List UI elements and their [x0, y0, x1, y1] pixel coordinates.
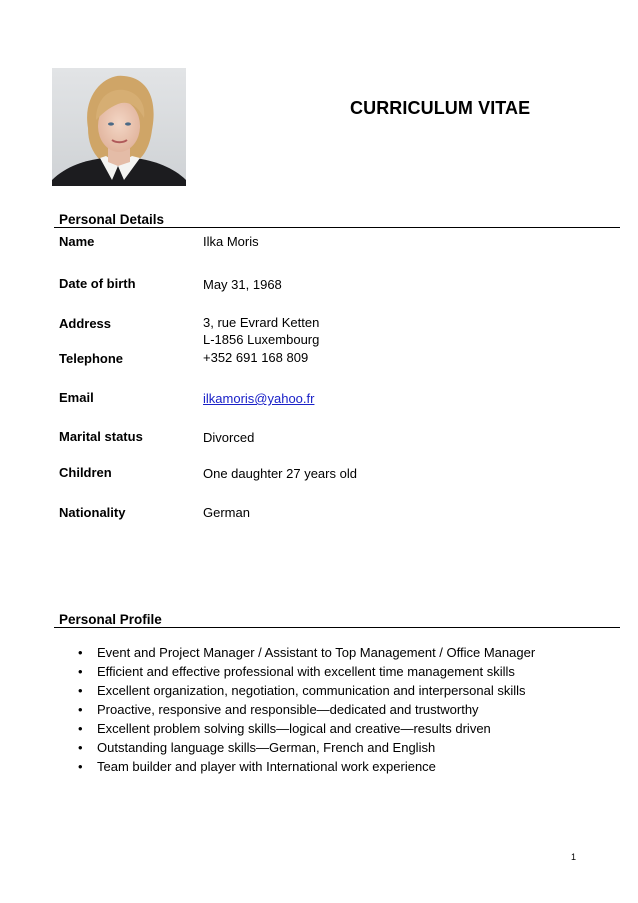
detail-label: Address [59, 316, 112, 331]
bullet-icon: • [78, 664, 83, 679]
list-item-text: Efficient and effective professional with excellent time management skills [97, 664, 515, 679]
bullet-icon: • [78, 721, 83, 736]
list-item [78, 643, 535, 662]
profile-bullet-list [78, 643, 535, 776]
section-heading-personal-details: Personal Details [59, 212, 165, 227]
section-divider [54, 227, 620, 228]
detail-value: Divorced [203, 430, 255, 445]
page-number: 1 [571, 852, 577, 862]
email-link[interactable]: ilkamoris@yahoo.fr [203, 391, 315, 406]
list-item-text: Event and Project Manager / Assistant to Top Management / Office Manager [97, 645, 536, 660]
bullet-icon: • [78, 759, 83, 774]
list-item-text: Excellent organization, negotiation, communication and interpersonal skills [97, 683, 526, 698]
address-line-2: L-1856 Luxembourg [203, 332, 320, 347]
detail-label: Name [59, 234, 95, 249]
list-item-text: Proactive, responsive and responsible—dedicated and trustworthy [97, 702, 479, 717]
list-item [78, 700, 535, 719]
detail-label: Marital status [59, 429, 143, 444]
list-item [78, 681, 535, 700]
list-item [78, 719, 535, 738]
bullet-icon: • [78, 740, 83, 755]
detail-value: German [203, 505, 250, 520]
bullet-icon: • [78, 683, 83, 698]
bullet-icon: • [78, 702, 83, 717]
detail-value: Ilka Moris [203, 234, 259, 249]
detail-value: May 31, 1968 [203, 277, 282, 292]
detail-value: One daughter 27 years old [203, 466, 357, 481]
section-divider [54, 627, 620, 628]
list-item-text: Outstanding language skills—German, French and English [97, 740, 436, 755]
detail-label: Telephone [59, 351, 124, 366]
page-title: CURRICULUM VITAE [350, 98, 531, 118]
detail-label: Children [59, 465, 112, 480]
detail-label: Date of birth [59, 276, 136, 291]
list-item [78, 757, 535, 776]
list-item [78, 662, 535, 681]
list-item [78, 738, 535, 757]
detail-value: +352 691 168 809 [203, 350, 309, 365]
detail-label: Nationality [59, 505, 126, 520]
detail-label: Email [59, 390, 94, 405]
list-item-text: Excellent problem solving skills—logical and creative—results driven [97, 721, 491, 736]
profile-photo [52, 68, 186, 186]
list-item-text: Team builder and player with International work experience [97, 759, 436, 774]
bullet-icon: • [78, 645, 83, 660]
portrait-photo-icon [52, 68, 186, 186]
section-heading-personal-profile: Personal Profile [59, 612, 162, 627]
address-line-1: 3, rue Evrard Ketten [203, 315, 320, 330]
